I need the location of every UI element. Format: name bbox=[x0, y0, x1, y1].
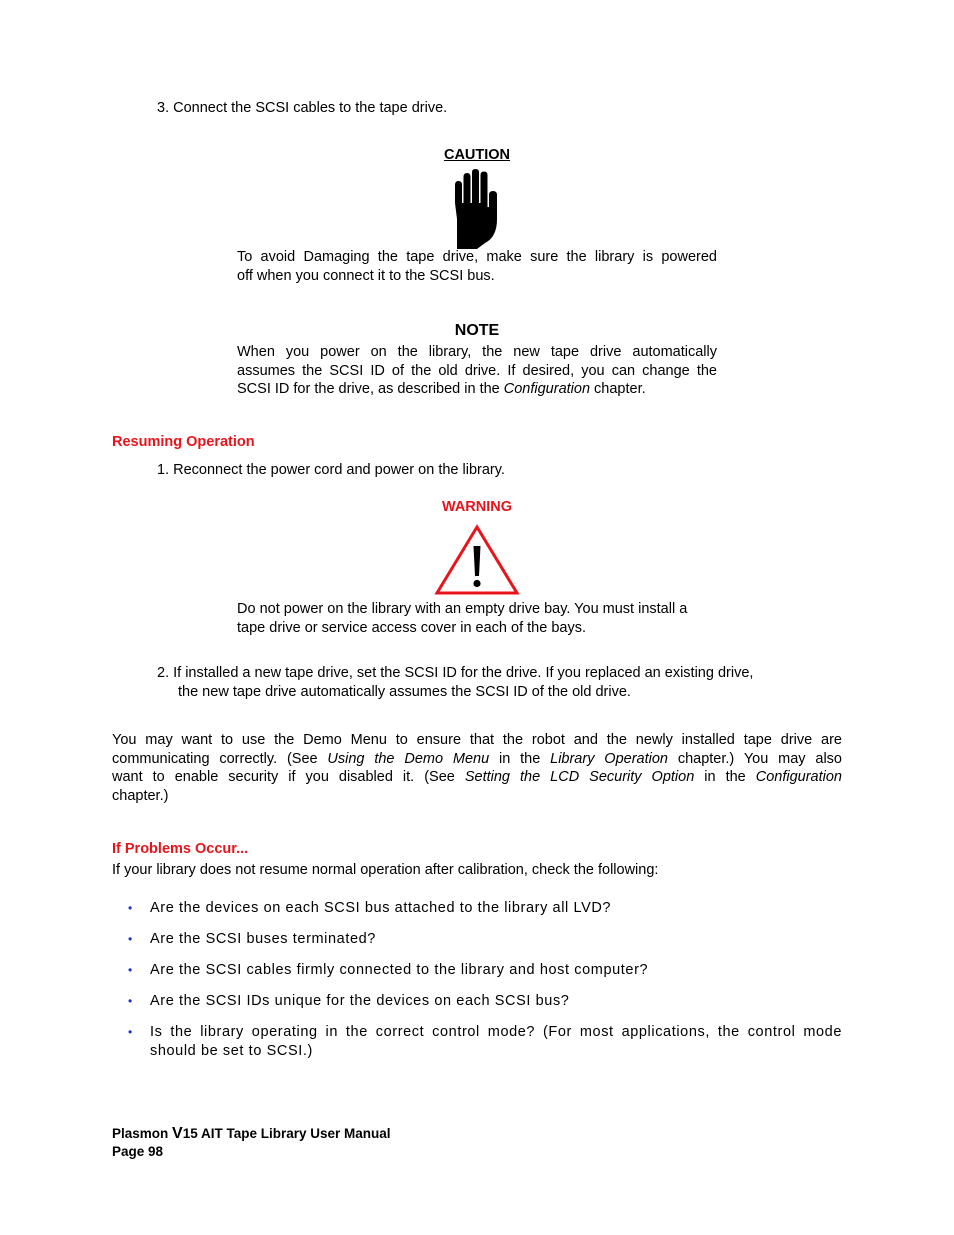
demo-line-2-c: in the bbox=[489, 750, 551, 767]
footer-title bbox=[112, 1125, 391, 1143]
problems-checklist bbox=[128, 899, 842, 1073]
note-text bbox=[237, 343, 717, 399]
warning-triangle-icon bbox=[434, 524, 520, 596]
caution-text bbox=[237, 248, 717, 285]
warning-line-1: Do not power on the library with an empty drive bay. You must install a bbox=[237, 601, 688, 617]
warning-heading: WARNING bbox=[441, 499, 513, 515]
caution-heading: CAUTION bbox=[443, 147, 511, 163]
list-item bbox=[128, 1023, 842, 1061]
note-line-3-post: chapter. bbox=[590, 381, 646, 397]
step-3-text: 3. Connect the SCSI cables to the tape drive. bbox=[157, 100, 448, 116]
problems-intro: If your library does not resume normal operation after calibration, check the following: bbox=[112, 862, 659, 878]
bullet-icon: • bbox=[128, 901, 133, 915]
list-item bbox=[128, 992, 842, 1011]
note-heading: NOTE bbox=[454, 322, 500, 339]
hand-stop-icon bbox=[451, 169, 501, 251]
list-item-text: Are the SCSI buses terminated? bbox=[150, 931, 376, 947]
demo-line-2 bbox=[112, 750, 842, 769]
demo-line-3-c: in the bbox=[694, 769, 756, 785]
footer-title-pre: Plasmon bbox=[112, 1126, 173, 1141]
warning-text bbox=[237, 600, 717, 637]
configuration-ref: Configuration bbox=[755, 769, 842, 785]
footer-title-v: V bbox=[172, 1125, 183, 1142]
footer-page-number: Page 98 bbox=[112, 1144, 164, 1159]
demo-line-4: chapter.) bbox=[112, 787, 169, 804]
step-2-line-2: the new tape drive automatically assumes the SCSI ID of the old drive. bbox=[178, 684, 631, 700]
bullet-icon: • bbox=[128, 963, 133, 977]
list-item bbox=[128, 899, 842, 918]
problems-heading: If Problems Occur... bbox=[112, 841, 249, 857]
list-item-text: Are the devices on each SCSI bus attached to the library all LVD? bbox=[150, 900, 612, 916]
step-2-line-1: 2. If installed a new tape drive, set the SCSI ID for the drive. If you replaced an existing drive, bbox=[157, 665, 754, 681]
list-item-text: Are the SCSI IDs unique for the devices on each SCSI bus? bbox=[150, 993, 570, 1009]
bullet-icon: • bbox=[128, 1025, 133, 1039]
note-line-1: When you power on the library, the new tape drive automatically bbox=[237, 344, 717, 360]
warning-line-2: tape drive or service access cover in each of the bays. bbox=[237, 619, 586, 636]
note-line-3 bbox=[237, 380, 717, 399]
demo-line-3 bbox=[112, 768, 842, 787]
caution-line-2: off when you connect it to the SCSI bus. bbox=[237, 267, 495, 284]
resuming-operation-heading: Resuming Operation bbox=[112, 434, 255, 450]
demo-line-3-a: want to enable security if you disabled it. (See bbox=[112, 769, 465, 785]
library-operation-ref: Library Operation bbox=[550, 750, 668, 767]
demo-line-1: You may want to use the Demo Menu to ensure that the robot and the newly installed tape drive are bbox=[112, 732, 842, 748]
note-configuration-ref: Configuration bbox=[503, 381, 591, 397]
list-item-text: Are the SCSI cables firmly connected to the library and host computer? bbox=[150, 962, 649, 978]
lcd-security-ref: Setting the LCD Security Option bbox=[464, 769, 695, 785]
note-line-3-pre: SCSI ID for the drive, as described in the bbox=[237, 381, 504, 397]
note-line-2: assumes the SCSI ID of the old drive. If desired, you can change the bbox=[237, 362, 717, 379]
demo-line-2-e: chapter.) You may also bbox=[667, 750, 842, 767]
caution-line-1: To avoid Damaging the tape drive, make sure the library is powered bbox=[237, 249, 717, 265]
demo-menu-paragraph bbox=[112, 731, 842, 805]
list-item bbox=[128, 930, 842, 949]
list-item-text: Is the library operating in the correct control mode? (For most applications, the control mode should be set to SCSI.) bbox=[150, 1024, 842, 1059]
demo-menu-ref: Using the Demo Menu bbox=[327, 750, 490, 767]
bullet-icon: • bbox=[128, 932, 133, 946]
page-footer bbox=[112, 1125, 391, 1161]
step-1-text: 1. Reconnect the power cord and power on the library. bbox=[157, 462, 505, 478]
list-item bbox=[128, 961, 842, 980]
footer-title-post: 15 AIT Tape Library User Manual bbox=[182, 1126, 391, 1141]
demo-line-2-a: communicating correctly. (See bbox=[112, 750, 328, 767]
bullet-icon: • bbox=[128, 994, 133, 1008]
